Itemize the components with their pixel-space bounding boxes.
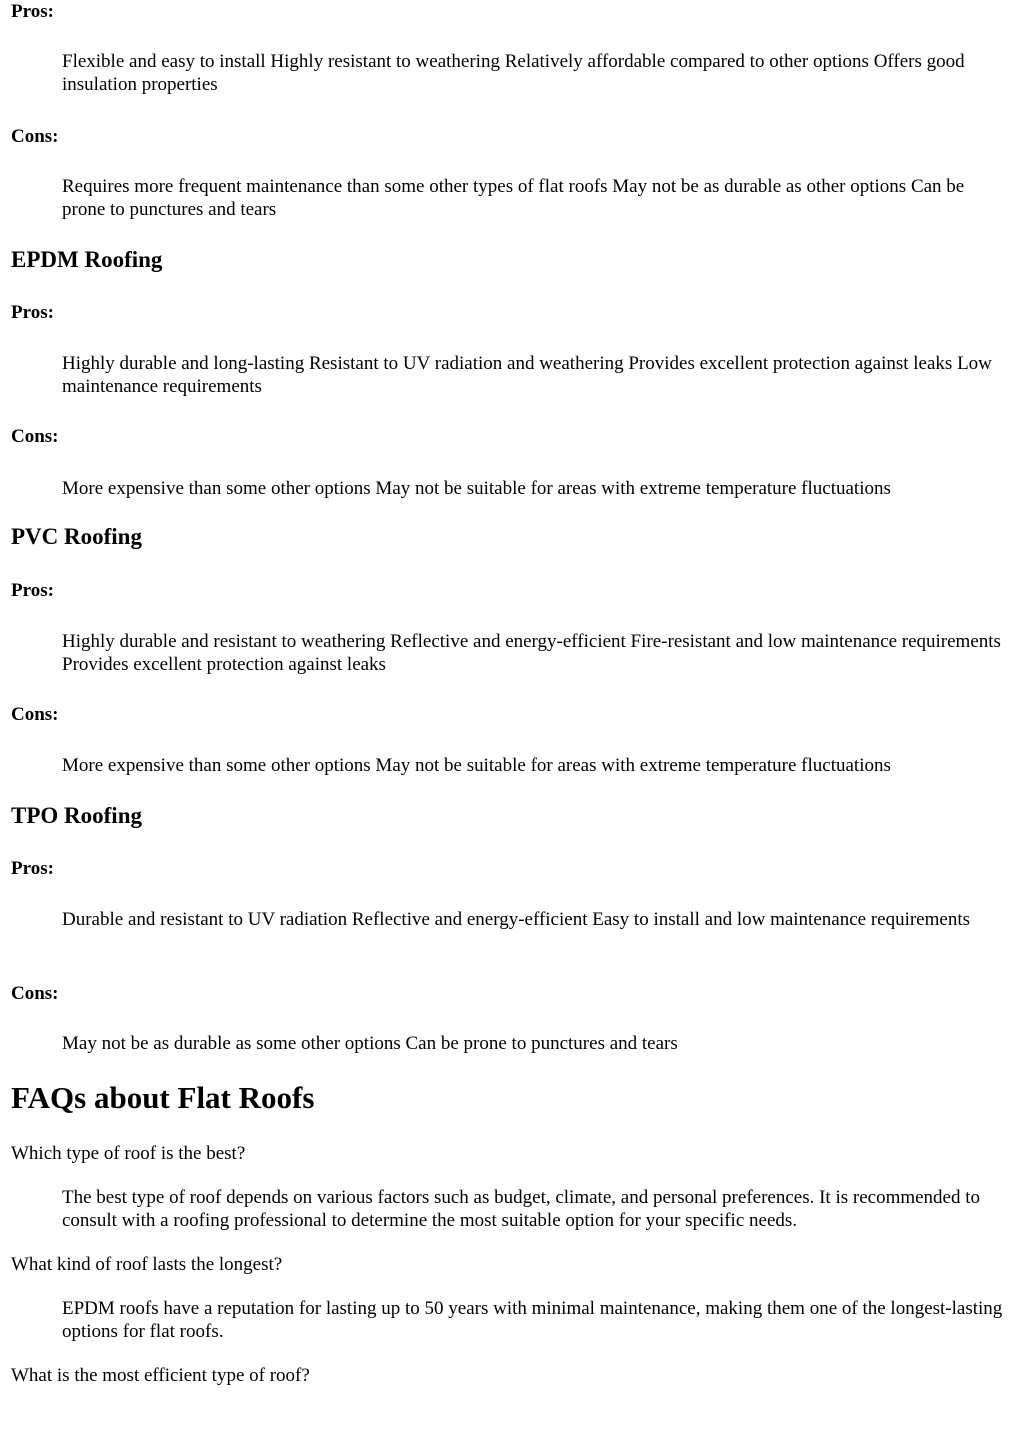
cons-label: Cons: xyxy=(11,704,59,725)
faq-question: What is the most efficient type of roof? xyxy=(11,1365,310,1386)
faq-question: Which type of roof is the best? xyxy=(11,1143,246,1164)
pros-text: Durable and resistant to UV radiation Reflective and energy-efficient Easy to install and low maintenance requirements xyxy=(62,909,971,930)
faq-question: What kind of roof lasts the longest? xyxy=(11,1254,283,1275)
cons-label: Cons: xyxy=(11,426,59,447)
pros-label: Pros: xyxy=(11,302,54,323)
cons-label: Cons: xyxy=(11,126,59,147)
cons-text: More expensive than some other options May not be suitable for areas with extreme temperature fluctuations xyxy=(62,755,891,776)
section-heading-epdm: EPDM Roofing xyxy=(11,247,163,272)
faq-heading: FAQs about Flat Roofs xyxy=(11,1080,315,1115)
faq-answer: The best type of roof depends on various factors such as budget, climate, and personal preferences. It is recommended to consult with a roofing professional to determine the most suitable option for your specific needs. xyxy=(62,1187,981,1231)
pros-label: Pros: xyxy=(11,858,54,879)
pros-text: Highly durable and long-lasting Resistant to UV radiation and weathering Provides excellent protection against leaks Low maintenance requirements xyxy=(62,353,992,397)
section-heading-pvc: PVC Roofing xyxy=(11,524,142,549)
pros-label: Pros: xyxy=(11,580,54,601)
pros-text: Flexible and easy to install Highly resistant to weathering Relatively affordable compared to other options Offers good insulation properties xyxy=(62,51,965,95)
cons-label: Cons: xyxy=(11,983,59,1004)
pros-text: Highly durable and resistant to weathering Reflective and energy-efficient Fire-resistant and low maintenance requirements Provides excellent protection against leaks xyxy=(62,631,1001,675)
section-heading-tpo: TPO Roofing xyxy=(11,803,142,828)
cons-text: May not be as durable as some other options Can be prone to punctures and tears xyxy=(62,1033,678,1054)
cons-text: Requires more frequent maintenance than some other types of flat roofs May not be as durable as other options Can be prone to punctures and tears xyxy=(62,176,965,220)
cons-text: More expensive than some other options May not be suitable for areas with extreme temperature fluctuations xyxy=(62,478,891,499)
pros-label: Pros: xyxy=(11,1,54,22)
faq-answer: EPDM roofs have a reputation for lasting up to 50 years with minimal maintenance, making them one of the longest-lasting options for flat roofs. xyxy=(62,1298,1003,1342)
